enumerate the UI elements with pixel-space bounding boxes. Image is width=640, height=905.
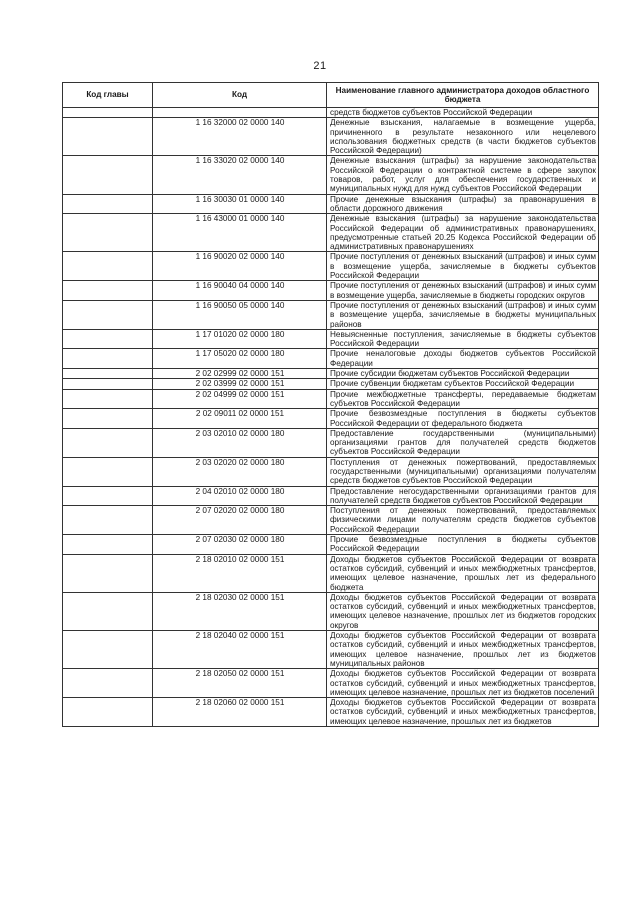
- name-cell: Прочие поступления от денежных взысканий (штрафов) и иных сумм в возмещение ущерба, зачисляемые в бюджеты муниципальных районов: [327, 300, 599, 329]
- name-cell: Прочие неналоговые доходы бюджетов субъектов Российской Федерации: [327, 349, 599, 369]
- name-cell: Поступления от денежных пожертвований, предоставляемых государственными (муниципальными) организациями получателям средств бюджетов субъектов Российской Федерации: [327, 457, 599, 486]
- table-row: [63, 389, 599, 409]
- name-cell: Доходы бюджетов субъектов Российской Федерации от возврата остатков субсидий, субвенций и иных межбюджетных трансфертов, имеющих целевое назначение, прошлых лет из бюджетов поселений: [327, 669, 599, 698]
- code-cell: 1 16 30030 01 0000 140: [153, 194, 327, 214]
- name-cell: Денежные взыскания, налагаемые в возмещение ущерба, причиненного в результате незаконного или нецелевого использования бюджетных средств (в части бюджетов субъектов Российской Федерации): [327, 118, 599, 156]
- table-row: [63, 631, 599, 669]
- table-row: [63, 252, 599, 281]
- name-cell: Невыясненные поступления, зачисляемые в бюджеты субъектов Российской Федерации: [327, 329, 599, 349]
- table-row: [63, 669, 599, 698]
- code-cell: 2 18 02060 02 0000 151: [153, 698, 327, 727]
- code-cell: 2 04 02010 02 0000 180: [153, 486, 327, 506]
- table-row: [63, 428, 599, 457]
- chapter-code-cell: [63, 108, 153, 118]
- code-cell: 2 18 02030 02 0000 151: [153, 592, 327, 630]
- revenue-administrators-table: [62, 82, 599, 727]
- chapter-code-cell: [63, 506, 153, 535]
- code-cell: 2 03 02010 02 0000 180: [153, 428, 327, 457]
- table-row: [63, 108, 599, 118]
- name-cell: Прочие безвозмездные поступления в бюджеты субъектов Российской Федерации от федерального бюджета: [327, 409, 599, 429]
- name-cell: Доходы бюджетов субъектов Российской Федерации от возврата остатков субсидий, субвенций и иных межбюджетных трансфертов, имеющих целевое назначение, прошлых лет из бюджетов: [327, 698, 599, 727]
- chapter-code-cell: [63, 349, 153, 369]
- code-cell: 1 17 01020 02 0000 180: [153, 329, 327, 349]
- chapter-code-cell: [63, 379, 153, 389]
- page-number: 21: [313, 60, 327, 72]
- table-row: [63, 194, 599, 214]
- chapter-code-cell: [63, 329, 153, 349]
- code-cell: 2 18 02050 02 0000 151: [153, 669, 327, 698]
- code-cell: [153, 108, 327, 118]
- table-row: [63, 409, 599, 429]
- name-cell: Прочие денежные взыскания (штрафы) за правонарушения в области дорожного движения: [327, 194, 599, 214]
- table-row: [63, 214, 599, 252]
- name-cell: Доходы бюджетов субъектов Российской Федерации от возврата остатков субсидий, субвенций и иных межбюджетных трансфертов, имеющих целевое назначение, прошлых лет из федерального бюджета: [327, 554, 599, 592]
- name-cell: Поступления от денежных пожертвований, предоставляемых физическими лицами получателям средств бюджетов субъектов Российской Федерации: [327, 506, 599, 535]
- table-row: [63, 592, 599, 630]
- chapter-code-cell: [63, 194, 153, 214]
- code-cell: 2 03 02020 02 0000 180: [153, 457, 327, 486]
- name-cell: Предоставление негосударственными организациями грантов для получателей средств бюджетов субъектов Российской Федерации: [327, 486, 599, 506]
- chapter-code-cell: [63, 300, 153, 329]
- code-cell: 2 18 02010 02 0000 151: [153, 554, 327, 592]
- name-cell: Прочие поступления от денежных взысканий (штрафов) и иных сумм в возмещение ущерба, зачисляемые в бюджеты субъектов Российской Федерации: [327, 252, 599, 281]
- chapter-code-cell: [63, 669, 153, 698]
- code-cell: 2 07 02030 02 0000 180: [153, 535, 327, 555]
- table-row: [63, 506, 599, 535]
- name-cell: Прочие безвозмездные поступления в бюджеты субъектов Российской Федерации: [327, 535, 599, 555]
- table-row: [63, 554, 599, 592]
- code-cell: 1 16 90050 05 0000 140: [153, 300, 327, 329]
- code-cell: 2 07 02020 02 0000 180: [153, 506, 327, 535]
- chapter-code-cell: [63, 592, 153, 630]
- header-code: Код: [153, 83, 327, 108]
- table-row: [63, 118, 599, 156]
- name-cell: Денежные взыскания (штрафы) за нарушение законодательства Российской Федерации об административных правонарушениях, предусмотренные статьей 20.25 Кодекса Российской Федерации об административных правонарушениях: [327, 214, 599, 252]
- code-cell: 1 16 43000 01 0000 140: [153, 214, 327, 252]
- chapter-code-cell: [63, 156, 153, 194]
- header-name: Наименование главного администратора доходов областного бюджета: [327, 83, 599, 108]
- chapter-code-cell: [63, 409, 153, 429]
- table-row: [63, 329, 599, 349]
- chapter-code-cell: [63, 554, 153, 592]
- name-cell: Прочие субсидии бюджетам субъектов Российской Федерации: [327, 369, 599, 379]
- name-cell: средств бюджетов субъектов Российской Федерации: [327, 108, 599, 118]
- table-row: [63, 379, 599, 389]
- code-cell: 1 16 90020 02 0000 140: [153, 252, 327, 281]
- code-cell: 1 16 90040 04 0000 140: [153, 281, 327, 301]
- table-row: [63, 698, 599, 727]
- code-cell: 1 16 33020 02 0000 140: [153, 156, 327, 194]
- table-row: [63, 300, 599, 329]
- code-cell: 1 17 05020 02 0000 180: [153, 349, 327, 369]
- name-cell: Доходы бюджетов субъектов Российской Федерации от возврата остатков субсидий, субвенций и иных межбюджетных трансфертов, имеющих целевое назначение, прошлых лет из бюджетов муниципальных районов: [327, 631, 599, 669]
- name-cell: Доходы бюджетов субъектов Российской Федерации от возврата остатков субсидий, субвенций и иных межбюджетных трансфертов, имеющих целевое назначение, прошлых лет из бюджетов городских округов: [327, 592, 599, 630]
- code-cell: 2 02 04999 02 0000 151: [153, 389, 327, 409]
- chapter-code-cell: [63, 252, 153, 281]
- table-body: [63, 108, 599, 727]
- name-cell: Прочие межбюджетные трансферты, передаваемые бюджетам субъектов Российской Федерации: [327, 389, 599, 409]
- table-row: [63, 281, 599, 301]
- code-cell: 2 02 09011 02 0000 151: [153, 409, 327, 429]
- chapter-code-cell: [63, 457, 153, 486]
- name-cell: Прочие субвенции бюджетам субъектов Российской Федерации: [327, 379, 599, 389]
- code-cell: 1 16 32000 02 0000 140: [153, 118, 327, 156]
- chapter-code-cell: [63, 369, 153, 379]
- chapter-code-cell: [63, 631, 153, 669]
- code-cell: 2 02 03999 02 0000 151: [153, 379, 327, 389]
- chapter-code-cell: [63, 698, 153, 727]
- chapter-code-cell: [63, 118, 153, 156]
- header-chapter-code: Код главы: [63, 83, 153, 108]
- name-cell: Прочие поступления от денежных взысканий (штрафов) и иных сумм в возмещение ущерба, зачисляемые в бюджеты городских округов: [327, 281, 599, 301]
- table-row: [63, 369, 599, 379]
- chapter-code-cell: [63, 535, 153, 555]
- chapter-code-cell: [63, 428, 153, 457]
- table-row: [63, 349, 599, 369]
- table-row: [63, 535, 599, 555]
- name-cell: Предоставление государственными (муниципальными) организациями грантов для получателей средств бюджетов субъектов Российской Федерации: [327, 428, 599, 457]
- chapter-code-cell: [63, 389, 153, 409]
- chapter-code-cell: [63, 214, 153, 252]
- chapter-code-cell: [63, 486, 153, 506]
- code-cell: 2 02 02999 02 0000 151: [153, 369, 327, 379]
- table-row: [63, 486, 599, 506]
- name-cell: Денежные взыскания (штрафы) за нарушение законодательства Российской Федерации о контрактной системе в сфере закупок товаров, работ, услуг для обеспечения государственных и муниципальных нужд для нужд субъектов Российской Федерации: [327, 156, 599, 194]
- table-header-row: [63, 83, 599, 108]
- table-row: [63, 156, 599, 194]
- chapter-code-cell: [63, 281, 153, 301]
- table-row: [63, 457, 599, 486]
- code-cell: 2 18 02040 02 0000 151: [153, 631, 327, 669]
